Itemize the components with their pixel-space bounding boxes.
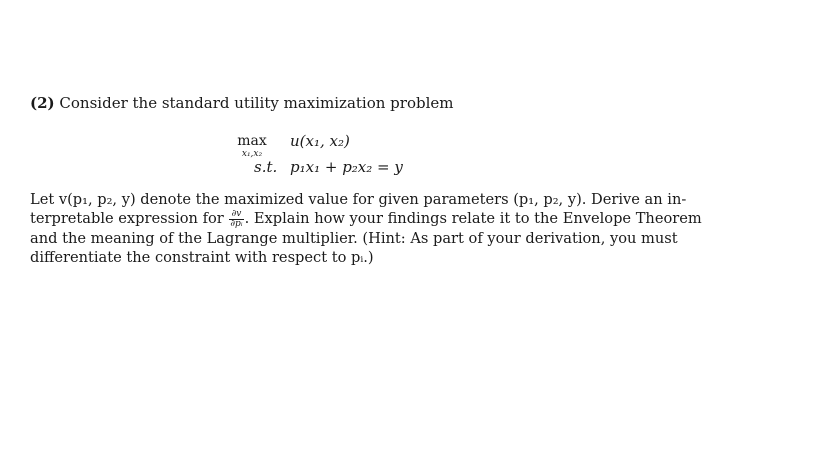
problem-paragraph bbox=[30, 190, 702, 267]
paragraph-line-1: Let v(p₁, p₂, y) denote the maximized value for given parameters (p₁, p₂, y). Derive an in- bbox=[30, 191, 687, 208]
problem-number: (2) bbox=[30, 94, 55, 112]
max-operator-subscript: x₁,x₂ bbox=[241, 149, 263, 159]
subject-to-label: s.t. bbox=[254, 158, 278, 176]
paragraph-line-3: and the meaning of the Lagrange multiplier. (Hint: As part of your derivation, you must bbox=[30, 229, 678, 247]
objective-expression: u(x₁, x₂) bbox=[290, 132, 350, 150]
paragraph-line-2-end: . Explain how your findings relate it to the Envelope Theorem bbox=[244, 210, 702, 227]
problem-intro-line bbox=[30, 93, 650, 113]
problem-heading bbox=[30, 93, 650, 113]
partial-derivative-fraction bbox=[229, 210, 243, 229]
max-operator-label: max bbox=[237, 133, 267, 149]
fraction-numerator: ∂v bbox=[229, 210, 243, 220]
fraction-denominator: ∂pᵢ bbox=[230, 218, 243, 229]
paragraph-line-4: differentiate the constraint with respect to pᵢ.) bbox=[30, 248, 374, 266]
max-operator bbox=[228, 133, 276, 159]
paragraph-line-2-start: terpretable expression for bbox=[30, 210, 224, 227]
constraint-expression: p₁x₁ + p₂x₂ = y bbox=[290, 158, 403, 176]
problem-intro-text: Consider the standard utility maximization problem bbox=[59, 94, 454, 112]
paragraph-line-2 bbox=[30, 208, 702, 229]
